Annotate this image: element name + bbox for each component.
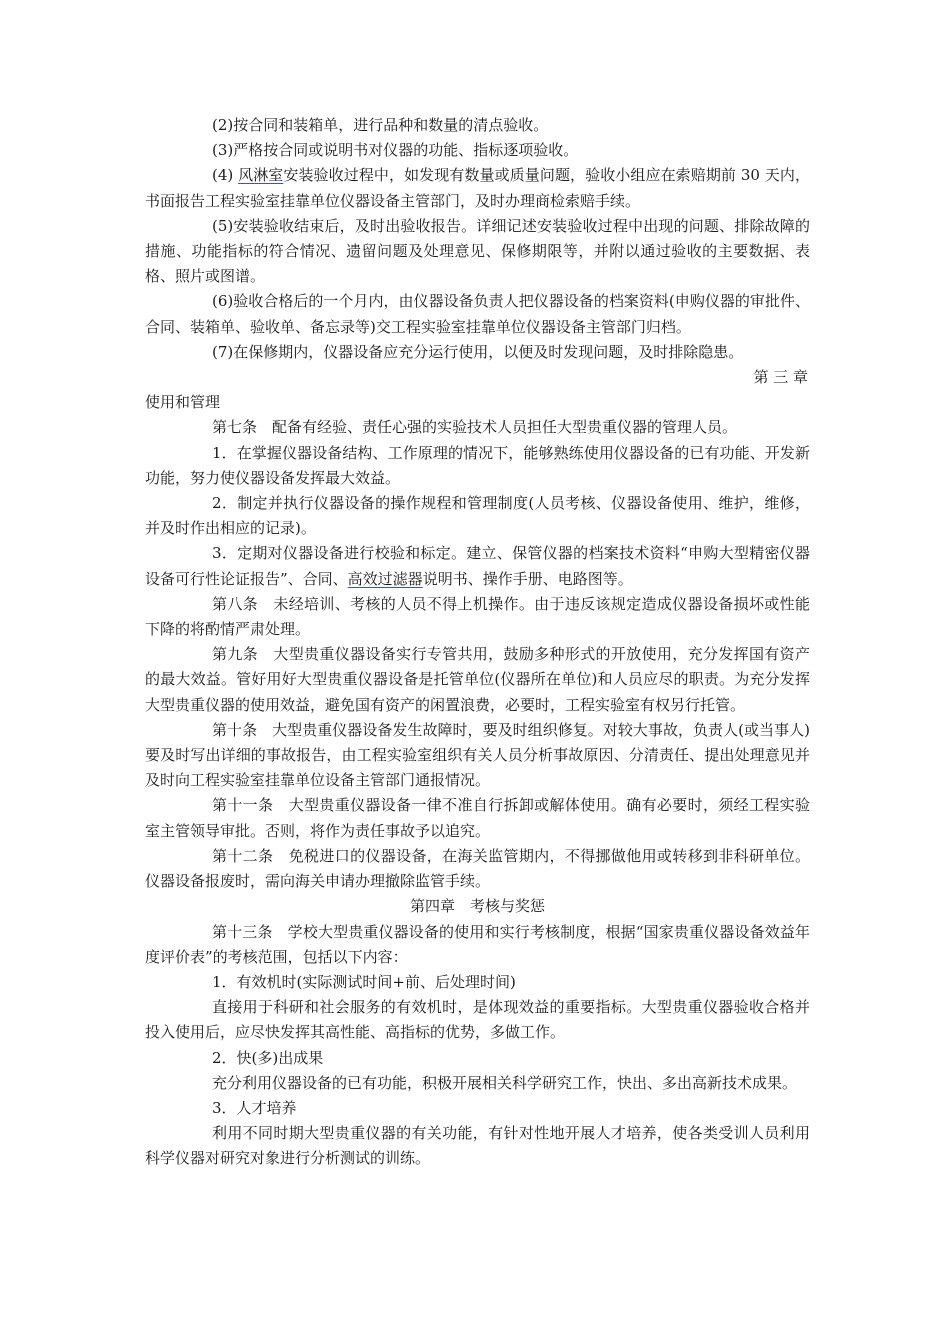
paragraph-acceptance-2: (2)按合同和装箱单，进行品种和数量的清点验收。 (212, 116, 549, 134)
article-13: 第十三条 学校大型贵重仪器设备的使用和实行考核制度，根据“国家贵重仪器设备效益年度评价表”的考核范围，包括以下内容： (145, 922, 810, 966)
paragraph-text: 说明书、操作手册、电路图等。 (422, 569, 633, 588)
article-7: 第七条 配备有经验、责任心强的实验技术人员担任大型贵重仪器的管理人员。 (212, 418, 738, 437)
paragraph-acceptance-7: (7)在保修期内，仪器设备应充分运行使用，以便及时发现问题，及时排除隐患。 (212, 342, 744, 361)
paragraph-text: 3．定期对仪器设备进行校验和标定。建立、保管仪器的档案技术资料“申购大型精密仪器设备可行性论证报告”、合同、 (145, 544, 810, 588)
paragraph-text: (4) (212, 166, 239, 185)
paragraph-acceptance-6: (6)验收合格后的一个月内，由仪器设备负责人把仪器设备的档案资料(申购仪器的审批件、合同、装箱单、验收单、备忘录等)交工程实验室挂靠单位仪器设备主管部门归档。 (145, 292, 810, 336)
article-13-item-1-desc: 直接用于科研和社会服务的有效机时，是体现效益的重要指标。大型贵重仪器验收合格并投入使用后，应尽快发挥其高性能、高指标的优势，多做工作。 (145, 998, 810, 1042)
chapter-heading-4: 第四章 考核与奖惩 (409, 897, 545, 916)
article-13-item-1: 1．有效机时(实际测试时间+前、后处理时间) (212, 972, 516, 991)
article-7-item-2: 2．制定并执行仪器设备的操作规程和管理制度(人员考核、仪器设备使用、维护，维修，并及时作出相应的记录)。 (145, 494, 810, 538)
article-8: 第八条 未经培训、考核的人员不得上机操作。由于违反该规定造成仪器设备损坏或性能下降的将酌情严肃处理。 (145, 594, 810, 639)
article-7-item-1: 1．在掌握仪器设备结构、工作原理的情况下，能够熟练使用仪器设备的已有功能、开发新功能，努力使仪器设备发挥最大效益。 (145, 443, 810, 487)
article-10: 第十条 大型贵重仪器设备发生故障时，要及时组织修复。对较大事故，负责人(或当事人)要及时写出详细的事故报告，由工程实验室组织有关人员分析事故原因、分清责任、提出处理意见并及时向工程实验室挂靠单位设备主管部门通报情况。 (145, 720, 810, 790)
chapter-heading-3: 第 三 章 (753, 368, 808, 387)
article-13-item-2-desc: 充分利用仪器设备的已有功能，积极开展相关科学研究工作，快出、多出高新技术成果。 (212, 1073, 798, 1092)
paragraph-acceptance-4 (145, 163, 810, 213)
paragraph-text: 安装验收过程中，如发现有数量或质量问题，验收小组应在索赔期前 30 天内，书面报告工程实验室挂靠单位仪器设备主管部门，及时办理商检索赔手续。 (145, 166, 810, 210)
article-13-item-3-desc: 利用不同时期大型贵重仪器的有关功能，有针对性地开展人才培养，使各类受训人员利用科学仪器对研究对象进行分析测试的训练。 (145, 1124, 810, 1168)
article-12: 第十二条 免税进口的仪器设备，在海关监管期内，不得挪做他用或转移到非科研单位。仪器设备报废时，需向海关申请办理撤除监管手续。 (145, 846, 810, 891)
document-body (145, 113, 810, 1172)
article-9: 第九条 大型贵重仪器设备实行专管共用，鼓励多种形式的开放使用，充分发挥国有资产的最大效益。管好用好大型贵重仪器设备是托管单位(仪器所在单位)和人员应尽的职责。为充分发挥大型贵重仪器的使用效益，避免国有资产的闲置浪费，必要时，工程实验室有权另行托管。 (145, 645, 810, 714)
paragraph-acceptance-3: (3)严格按合同或说明书对仪器的功能、指标逐项验收。 (212, 141, 579, 160)
chapter-title-use-management: 使用和管理 (145, 393, 221, 412)
link-hepa-filter[interactable]: 高效过滤器 (347, 569, 423, 588)
article-13-item-2: 2．快(多)出成果 (212, 1048, 324, 1067)
article-7-item-3 (145, 541, 810, 591)
link-air-shower-room[interactable]: 风淋室 (238, 166, 284, 185)
article-13-item-3: 3．人才培养 (212, 1098, 297, 1117)
paragraph-acceptance-5: (5)安装验收结束后，及时出验收报告。详细记述安装验收过程中出现的问题、排除故障的措施、功能指标的符合情况、遗留问题及处理意见、保修期限等，并附以通过验收的主要数据、表格、照片或图谱。 (145, 216, 810, 286)
article-11: 第十一条 大型贵重仪器设备一律不准自行拆卸或解体使用。确有必要时，须经工程实验室主管领导审批。否则，将作为责任事故予以追究。 (145, 796, 810, 840)
